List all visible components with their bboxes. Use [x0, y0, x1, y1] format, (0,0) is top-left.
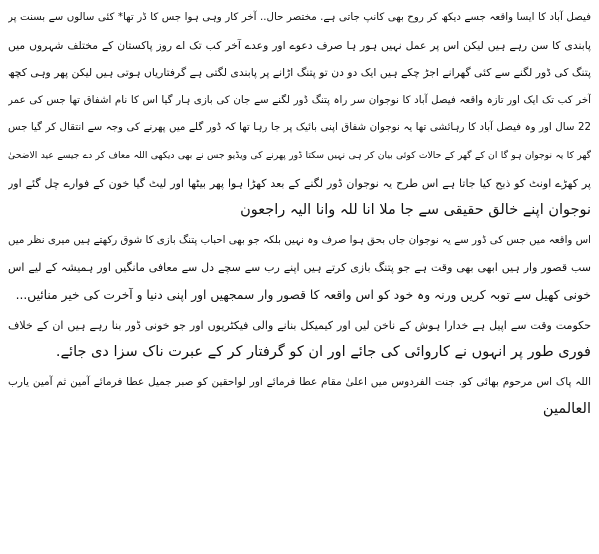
text-line: سب قصور وار ہیں ابھی بھی وقت ہے جو پتنگ بازی کرتے ہیں اپنے رب سے سچے دل سے معافی مانگیں اور ہمیشہ کے لیے اس — [8, 261, 591, 275]
text-line: 22 سال اور وہ فیصل آباد کا رہائشی تھا یہ نوجوان شفاق اپنی بائیک پر جا رہا تھا کہ ڈور گلے میں پھرنے کی وجہ سے انتقال کر گیا جس — [8, 121, 591, 134]
paragraph-incident — [8, 4, 591, 225]
text-line: پابندی کا سن رہے ہیں لیکن اس پر عمل نہیں ہور ہا صرف دعوے اور وعدے آخر کب تک اے روز پاکستان کے مختلف شہروں میں — [8, 38, 591, 52]
paragraph-prayer — [8, 369, 591, 424]
text-line: اس واقعہ میں جس کی ڈور سے یہ نوجوان جاں بحق ہوا صرف وہ نہیں بلکہ جو بھی احباب پتنگ بازی کا شوق رکھتے ہیں میری نظر میں — [8, 233, 591, 246]
text-line: پتنگ کی ڈور لگنے سے کئی گھرانے اجڑ چکے ہیں ایک دو دن تو پتنگ اڑانے پر پابندی لگتی ہے گرفتاریاں ہوتی ہیں لیکن پھر وہی کچھ — [8, 66, 591, 80]
paragraph-responsibility — [8, 227, 591, 310]
paragraph-appeal — [8, 312, 591, 367]
text-line: نوجوان اپنے خالق حقیقی سے جا ملا انا للہ وانا الیہ راجعون — [240, 202, 591, 219]
text-line: فیصل آباد کا ایسا واقعہ جسے دیکھ کر روح بھی کانپ جاتی ہے. مختصر حال.. آخر کار وہی ہوا جس کا ڈر تھا* کئی سالوں سے بسنت پر — [8, 11, 591, 23]
text-line: گھر کا یہ نوجوان ہو گا ان کے گھر کے حالات کوئی بیان کر ہی نہیں سکتا ڈور پھرنے کی ویڈیو جس نے بھی دیکھی اللہ معاف کر دے جیسے عید الاضحیٰ — [8, 149, 591, 161]
text-line: پر کھڑے اونٹ کو ذبح کیا جاتا ہے اس طرح یہ نوجوان ڈور لگنے کے بعد کھڑا ہوا پھر بیٹھا اور لیٹ گیا خون کے فوارے چل گئے اور — [8, 176, 591, 190]
text-line: خونی کھیل سے توبہ کریں ورنہ وہ خود کو اس واقعہ کا قصور وار سمجھیں اور اپنی دنیا و آخرت کی خیر منائیں... — [15, 287, 591, 302]
text-line: حکومت وقت سے اپیل ہے خدارا ہوش کے ناخن لیں اور کیمیکل بنانے والی فیکٹریوں اور جو خونی ڈور بنا رہے ہیں ان کے خلاف — [8, 318, 591, 332]
text-line: فوری طور پر انہوں نے کاروائی کی جائے اور ان کو گرفتار کر کے عبرت ناک سزا دی جائے. — [55, 344, 591, 361]
text-line: آخر کب تک ایک اور تازہ واقعہ فیصل آباد کا نوجوان سر راہ پتنگ ڈور لگنے سے جان کی بازی ہار گیا اس کا نام اشفاق تھا جس کی عمر — [8, 93, 591, 106]
text-line: العالمین — [542, 401, 591, 418]
text-line: اللہ پاک اس مرحوم بھائی کو. جنت الفردوس میں اعلیٰ مقام عطا فرمائے اور لواحقین کو صبر جمیل عطا فرمائے آمین ثم آمین یارب — [8, 375, 591, 388]
